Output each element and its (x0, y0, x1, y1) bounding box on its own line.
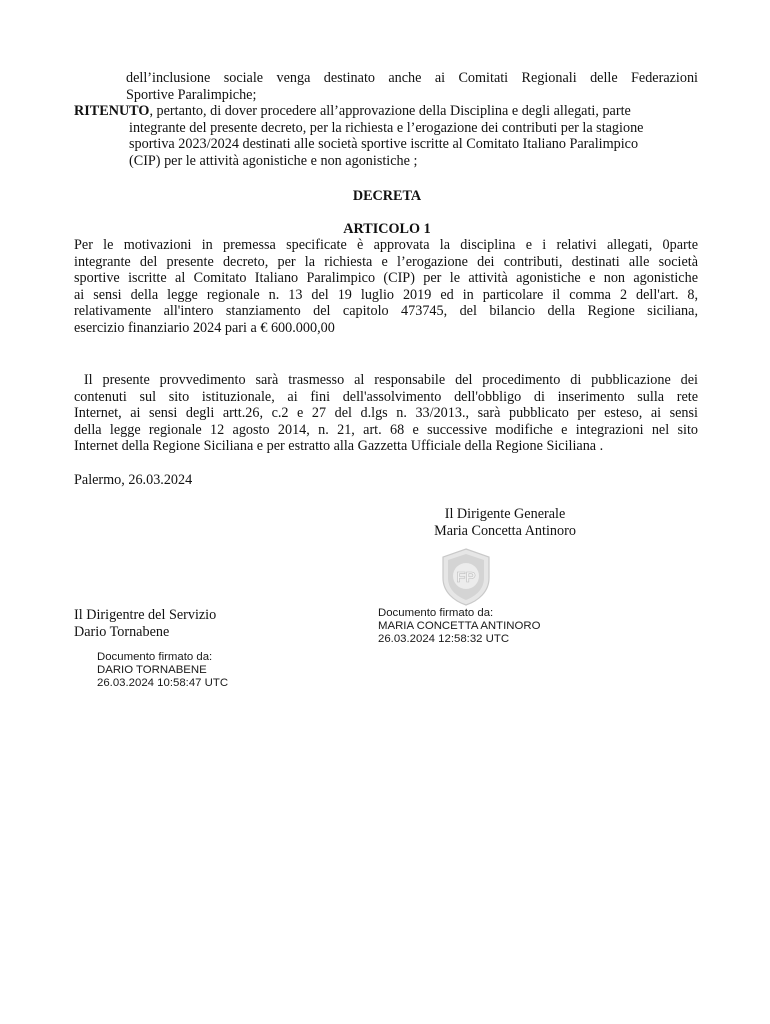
signature-name: DARIO TORNABENE (97, 664, 207, 676)
text-line: relativamente all'intero stanziamento del capitolo 473745, del bilancio della Regione siciliana, (74, 303, 698, 319)
text-line: sportiva 2023/2024 destinati alle società sportive iscritte al Comitato Italiano Paralimpico (129, 136, 639, 152)
signature-servizio-block (97, 651, 228, 690)
pubblicazione-paragraph (74, 372, 698, 455)
decreta-heading: DECRETA (352, 188, 422, 204)
seal-text: FP (456, 569, 476, 586)
dirigente-servizio-block (74, 607, 216, 640)
text-line: sportive iscritte al Comitato Italiano Paralimpico (CIP) per le attività agonistiche e non agonistiche (74, 270, 698, 286)
signature-timestamp: 26.03.2024 12:58:32 UTC (378, 633, 510, 645)
signature-name: MARIA CONCETTA ANTINORO (378, 620, 541, 632)
signature-label: Documento firmato da: (97, 651, 213, 663)
text-line: contenuti sul sito istituzionale, ai fini dell'assolvimento dell'obbligo di inserimento sulla rete (74, 388, 698, 405)
text-line: esercizio finanziario 2024 pari a € 600.000,00 (74, 319, 335, 336)
dirigente-generale-name: Maria Concetta Antinoro (434, 522, 576, 539)
text-line: dell’inclusione sociale venga destinato anche ai Comitati Regionali delle Federazioni (126, 70, 698, 86)
text-line (74, 103, 700, 120)
text-line: ai sensi della legge regionale n. 13 del 19 luglio 2019 ed in particolare il comma 2 dell'art. 8, (74, 286, 698, 303)
inclusione-paragraph (126, 70, 698, 103)
place-date: Palermo, 26.03.2024 (74, 472, 193, 488)
text-line: Il presente provvedimento sarà trasmesso al responsabile del procedimento di pubblicazione dei (74, 372, 698, 388)
ritenuto-keyword: RITENUTO (74, 103, 150, 119)
dirigente-generale-title: Il Dirigente Generale (444, 506, 566, 522)
dirigente-generale-block (400, 506, 610, 539)
text-line: integrante del presente decreto, per la richiesta e l’erogazione dei contributi per la stagione (129, 119, 644, 136)
digital-signature-seal-icon (441, 548, 491, 606)
ritenuto-paragraph (74, 103, 700, 169)
text-line: Per le motivazioni in premessa specificate è approvata la disciplina e i relativi allegati, 0parte (74, 237, 698, 253)
signature-label: Documento firmato da: (378, 607, 494, 619)
text-line: Internet, ai sensi degli artt.26, c.2 e 27 del d.lgs n. 33/2013., sarà pubblicato per esteso, ai sensi (74, 405, 698, 421)
text-line: Sportive Paralimpiche; (126, 86, 257, 103)
text-line: integrante del presente decreto, per la richiesta e l’erogazione dei contributi, destinati alle società (74, 253, 698, 270)
dirigente-servizio-name: Dario Tornabene (74, 623, 170, 640)
ritenuto-first-line: , pertanto, di dover procedere all’approvazione della Disciplina e degli allegati, parte (149, 103, 631, 119)
text-line: della legge regionale 12 agosto 2014, n. 21, art. 68 e successive modifiche e integrazioni nel sito (74, 421, 698, 438)
dirigente-servizio-title: Il Dirigentre del Servizio (74, 607, 217, 623)
articolo-heading: ARTICOLO 1 (343, 221, 431, 237)
text-line: (CIP) per le attività agonistiche e non agonistiche ; (129, 152, 418, 169)
text-line: Internet della Regione Siciliana e per estratto alla Gazzetta Ufficiale della Regione Siciliana . (74, 438, 604, 454)
signature-timestamp: 26.03.2024 10:58:47 UTC (97, 677, 229, 689)
articolo-paragraph (74, 237, 698, 336)
signature-general-block (378, 607, 540, 646)
